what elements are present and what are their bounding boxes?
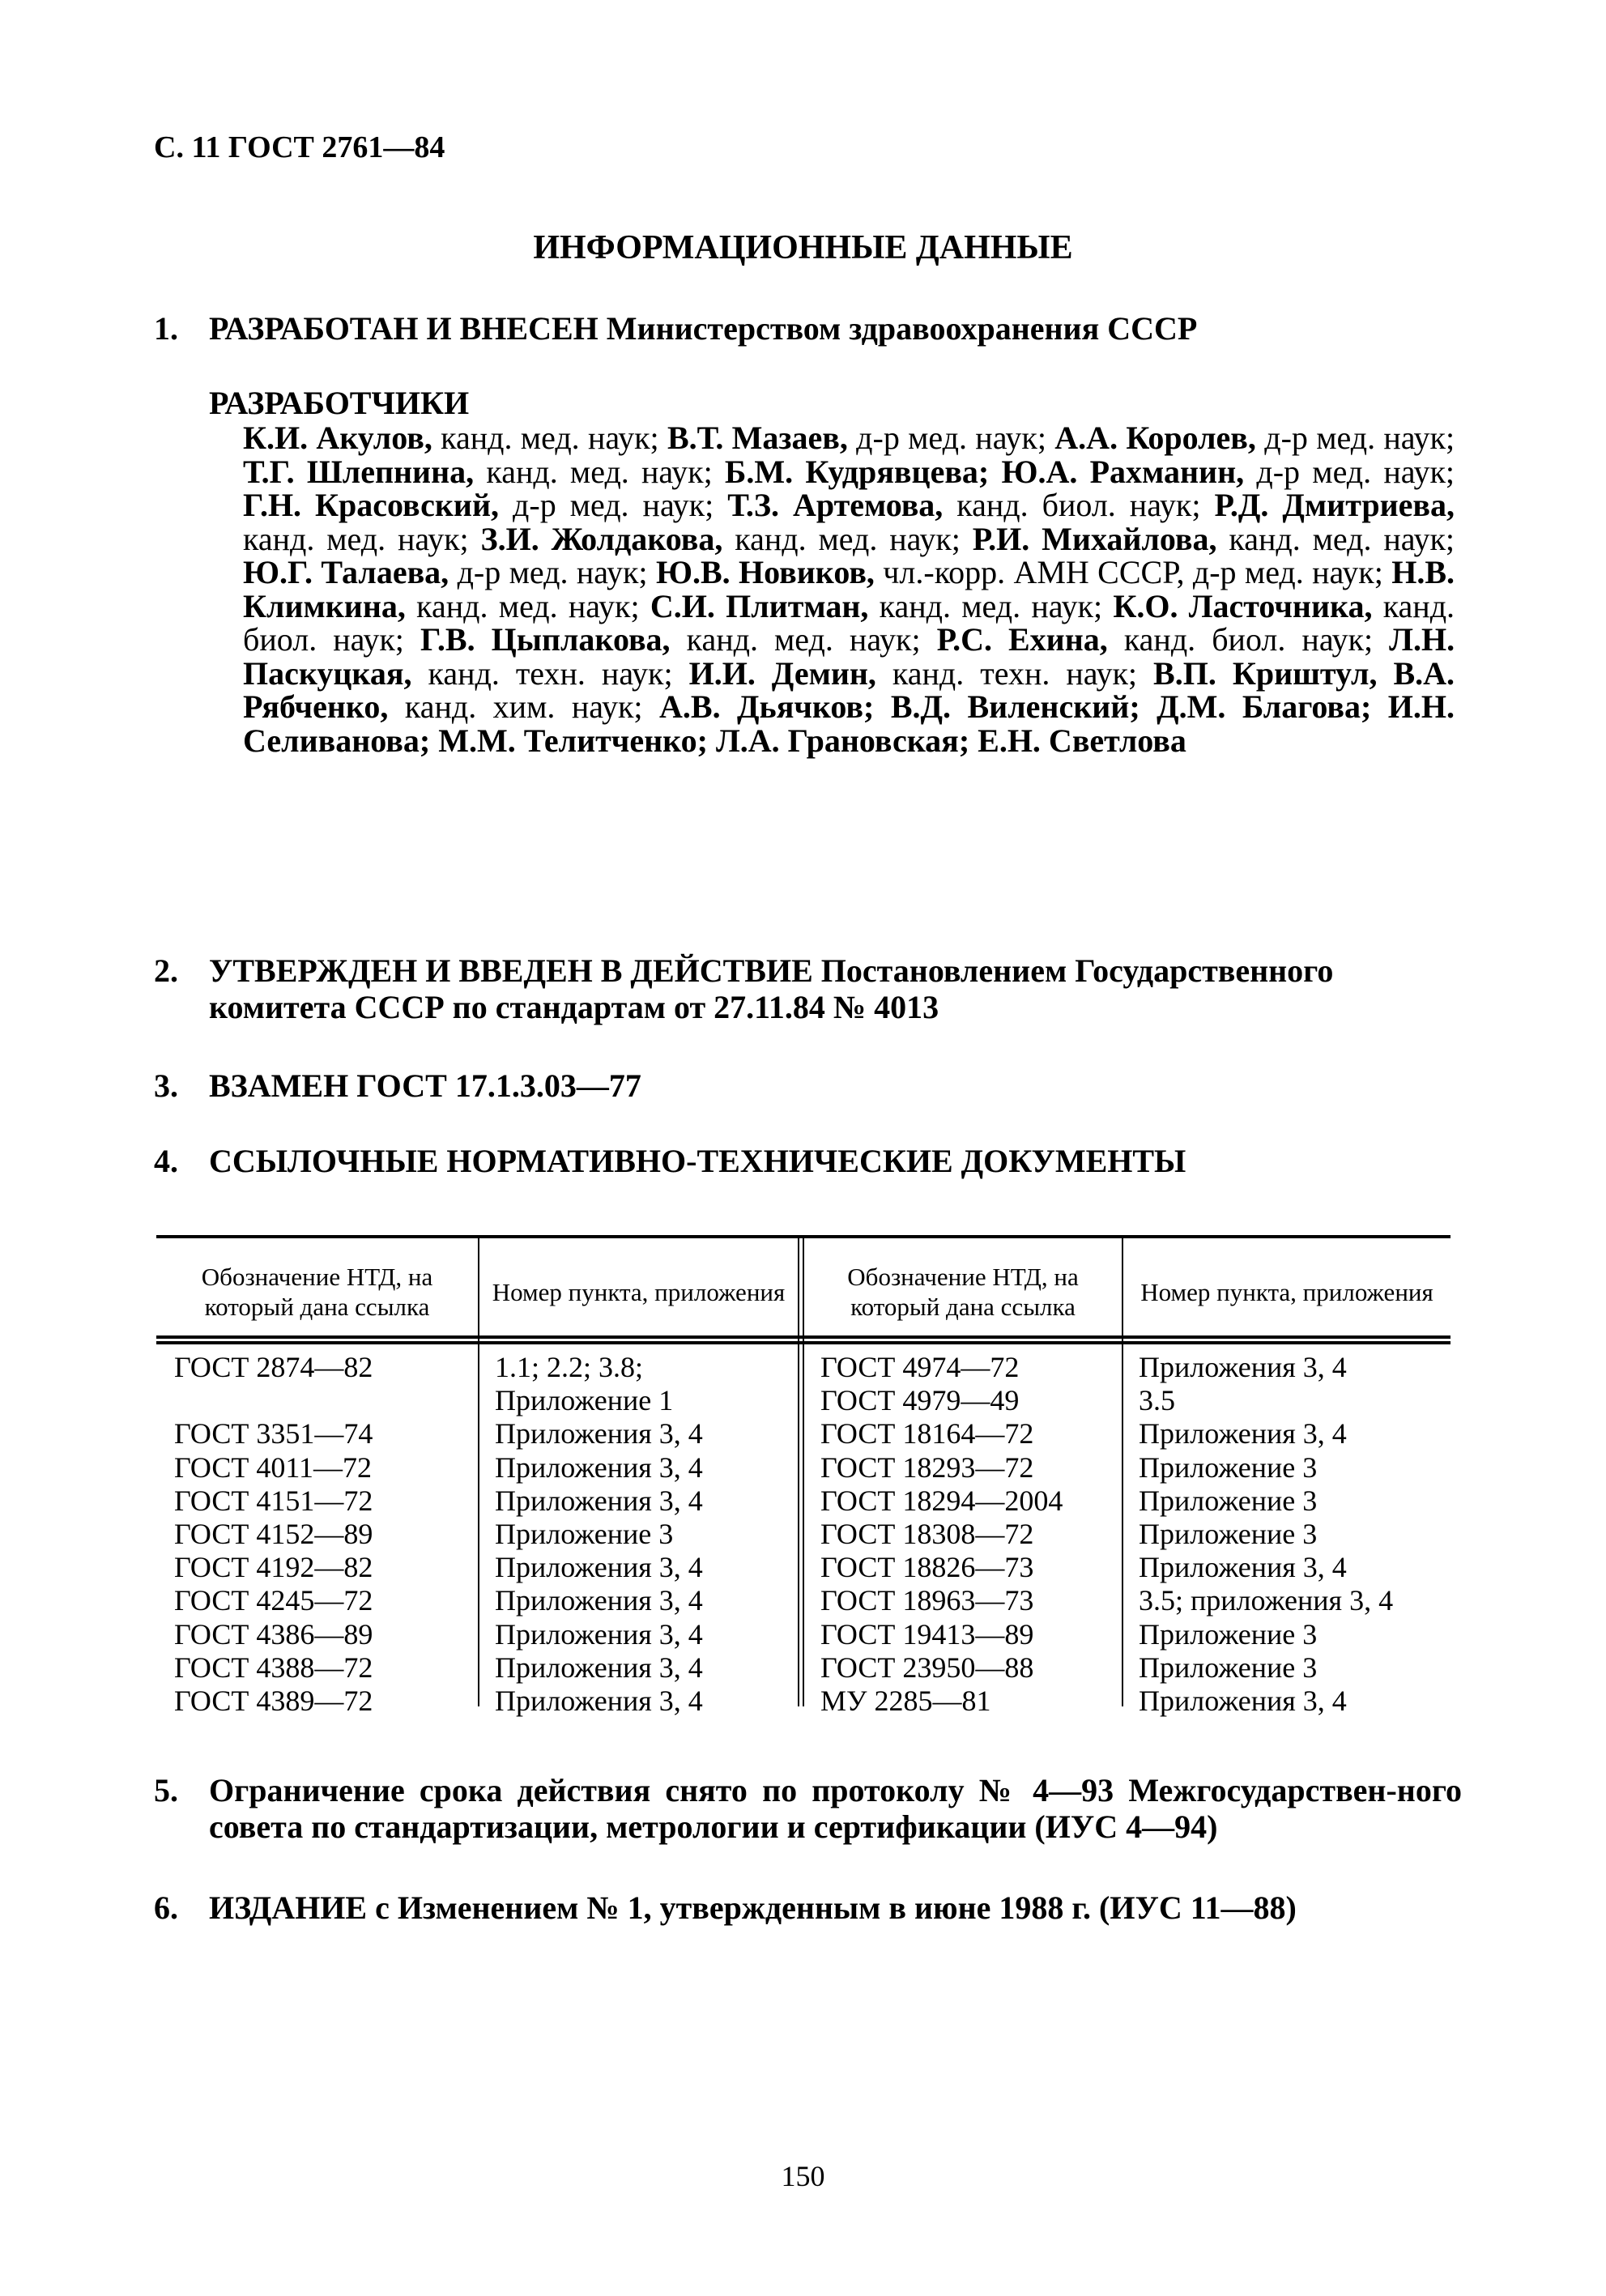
table-cell: Приложение 3 (1139, 1450, 1318, 1484)
developer-name: Р.С. Ехина, (936, 621, 1108, 658)
item-label: ИЗДАНИЕ (209, 1889, 368, 1926)
item-label: ССЫЛОЧНЫЕ НОРМАТИВНО-ТЕХНИЧЕСКИЕ ДОКУМЕНТЫ (209, 1143, 1186, 1179)
table-cell: ГОСТ 4152—89 (174, 1517, 373, 1550)
header-ref-right: Номер пункта, приложения (1140, 1277, 1433, 1306)
table-cell: Приложения 3, 4 (495, 1651, 703, 1684)
developer-name: В.А. Рябченко, (243, 654, 1455, 725)
developer-degree: канд. мед. наук; (686, 621, 921, 658)
table-cell: Приложение 3 (1139, 1617, 1318, 1651)
developer-degree: канд. техн. наук; (428, 654, 673, 692)
developer-name: К.О. Ласточника, (1113, 587, 1373, 624)
header-ref-left: Номер пункта, приложения (492, 1277, 786, 1306)
table-cell: ГОСТ 4386—89 (174, 1617, 373, 1651)
table-cell: 3.5; приложения 3, 4 (1139, 1584, 1394, 1617)
item-label: УТВЕРЖДЕН И ВВЕДЕН В ДЕЙСТВИЕ (209, 952, 813, 989)
developers-list (243, 421, 1455, 757)
developer-name: Е.Н. Светлова (978, 722, 1186, 759)
table-cell: ГОСТ 18308—72 (820, 1517, 1034, 1550)
table-cell: ГОСТ 4192—82 (174, 1551, 373, 1584)
header-doc-right: Обозначение НТД, на который дана ссылка (847, 1263, 1079, 1321)
developer-degree: канд. мед. наук; (441, 420, 659, 456)
developer-name: И.И. Демин, (688, 654, 876, 692)
item-text: Ограничение срока действия снято по протоколу № 4—93 Межгосударствен-ного совета по стандартизации, метрологии и сертификации (ИУС 4—94) (209, 1772, 1462, 1845)
item-text: с Изменением № 1, утвержденным в июне 1988 г. (ИУС 11—88) (375, 1889, 1297, 1926)
table-cell: 3.5 (1139, 1384, 1175, 1417)
developer-degree: д-р мед. наук; (513, 487, 714, 523)
item-number: 2. (154, 952, 178, 989)
table-cell: Приложения 3, 4 (1139, 1417, 1347, 1450)
table-cell: ГОСТ 18164—72 (820, 1417, 1034, 1450)
item-2 (154, 952, 1462, 1025)
column-ref-left (495, 1351, 703, 1718)
item-5 (154, 1772, 1462, 1845)
table-cell: Приложение 3 (1139, 1651, 1318, 1684)
developer-name: В.П. Криштул, (1153, 654, 1378, 692)
developer-degree: д-р мед. наук; (1264, 420, 1455, 456)
table-cell: Приложения 3, 4 (1139, 1684, 1347, 1717)
developer-name: Ю.В. Новиков, (655, 554, 875, 590)
table-cell: ГОСТ 19413—89 (820, 1617, 1034, 1651)
developer-name: Ю.Г. Талаева, (243, 554, 449, 590)
developer-degree: канд. биол. наук; (956, 487, 1201, 523)
table-cell: ГОСТ 18293—72 (820, 1450, 1034, 1484)
developer-name: Л.Н. Паскуцкая, (243, 621, 1455, 692)
table-cell: ГОСТ 4388—72 (174, 1651, 373, 1684)
item-label: РАЗРАБОТАН И ВНЕСЕН (209, 310, 599, 347)
developer-name: В.Д. Виленский; (890, 688, 1140, 725)
developer-degree: д-р мед. наук; (856, 420, 1046, 456)
developer-degree: канд. хим. наук; (404, 688, 643, 725)
developer-degree: канд. мед. наук; (879, 587, 1103, 624)
item-number: 6. (154, 1889, 178, 1926)
developer-name: Л.А. Грановская; (715, 722, 970, 759)
developer-degree: канд. мед. наук; (1229, 520, 1455, 557)
table-cell: Приложения 3, 4 (495, 1417, 703, 1450)
page-header: С. 11 ГОСТ 2761—84 (154, 130, 445, 164)
item-3 (154, 1067, 1462, 1104)
developer-degree: чл.-корр. АМН СССР, д-р мед. наук; (883, 554, 1383, 590)
item-1 (154, 310, 1462, 347)
column-divider (798, 1237, 799, 1706)
developer-degree: канд. мед. наук; (416, 587, 640, 624)
item-text: Министерством здравоохранения СССР (606, 310, 1198, 347)
developers-heading: РАЗРАБОТЧИКИ (209, 385, 470, 421)
page-number: 150 (781, 2160, 825, 2192)
table-cell: ГОСТ 18826—73 (820, 1551, 1034, 1584)
table-cell: ГОСТ 2874—82 (174, 1351, 373, 1383)
developer-degree: д-р мед. наук; (457, 554, 648, 590)
table-cell: ГОСТ 4151—72 (174, 1484, 373, 1517)
column-ref-right (1139, 1351, 1393, 1718)
table-cell: ГОСТ 23950—88 (820, 1651, 1034, 1684)
item-number: 1. (154, 310, 178, 347)
table-cell: ГОСТ 4974—72 (820, 1351, 1020, 1383)
header-doc-left: Обозначение НТД, на который дана ссылка (201, 1263, 433, 1321)
table-cell: Приложение 3 (1139, 1517, 1318, 1550)
developer-degree: канд. мед. наук; (735, 520, 961, 557)
document-title: ИНФОРМАЦИОННЫЕ ДАННЫЕ (533, 229, 1073, 266)
table-cell: Приложение 3 (1139, 1484, 1318, 1517)
developer-name: Н.В. Климкина, (243, 554, 1455, 624)
table-cell: ГОСТ 18294—2004 (820, 1484, 1063, 1517)
table-cell: МУ 2285—81 (820, 1684, 991, 1717)
developer-name: В.Т. Мазаев, (667, 420, 848, 456)
developer-name: Ю.А. Рахманин, (1001, 453, 1245, 490)
developer-name: М.М. Телитченко; (438, 722, 708, 759)
table-cell: ГОСТ 4011—72 (174, 1450, 373, 1484)
developer-name: А.В. Дьячков; (659, 688, 875, 725)
developer-name: Г.В. Цыплакова, (420, 621, 671, 658)
item-number: 4. (154, 1143, 178, 1179)
table-cell: Приложения 3, 4 (495, 1551, 703, 1584)
column-doc-right (820, 1351, 1063, 1718)
table-cell: ГОСТ 4979—49 (820, 1384, 1020, 1417)
table-cell: ГОСТ 4245—72 (174, 1584, 373, 1617)
item-4 (154, 1143, 1462, 1179)
developer-name: Б.М. Кудрявцева; (724, 453, 990, 490)
developer-name: Р.Д. Дмитриева, (1214, 487, 1455, 523)
table-cell: Приложения 3, 4 (495, 1584, 703, 1617)
developer-degree: канд. биол. наук; (243, 587, 1455, 658)
developer-name: Т.З. Артемова, (727, 487, 944, 523)
developer-degree: д-р мед. наук; (1256, 453, 1455, 490)
developer-name: И.Н. Селиванова; (243, 688, 1455, 759)
developer-name: З.И. Жолдакова, (480, 520, 723, 557)
developer-name: Т.Г. Шлепнина, (243, 453, 475, 490)
developer-name: С.И. Плитман, (650, 587, 869, 624)
table-cell: Приложения 3, 4 (495, 1617, 703, 1651)
item-number: 3. (154, 1067, 178, 1104)
table-cell: Приложения 3, 4 (495, 1450, 703, 1484)
table-cell (174, 1384, 373, 1417)
developer-degree: канд. техн. наук; (892, 654, 1138, 692)
item-text: Постановлением Государственного комитета СССР по стандартам от 27.11.84 № 4013 (209, 952, 1334, 1025)
table-cell: Приложения 3, 4 (1139, 1551, 1347, 1584)
developer-degree: канд. мед. наук; (243, 520, 469, 557)
developer-degree: канд. мед. наук; (486, 453, 713, 490)
table-cell: ГОСТ 3351—74 (174, 1417, 373, 1450)
item-6 (154, 1889, 1462, 1926)
developer-name: А.А. Королев, (1054, 420, 1256, 456)
table-cell: Приложения 3, 4 (1139, 1351, 1347, 1383)
developer-name: Р.И. Михайлова, (972, 520, 1217, 557)
developer-name: Г.Н. Красовский, (243, 487, 500, 523)
column-doc-left (174, 1351, 373, 1718)
item-number: 5. (154, 1772, 178, 1808)
table-cell: Приложение 1 (495, 1384, 674, 1417)
table-cell: Приложение 3 (495, 1517, 674, 1550)
developer-degree: канд. биол. наук; (1123, 621, 1374, 658)
developer-name: К.И. Акулов, (243, 420, 432, 456)
item-label: ВЗАМЕН ГОСТ 17.1.3.03—77 (209, 1067, 641, 1104)
table-cell: Приложения 3, 4 (495, 1484, 703, 1517)
table-cell: 1.1; 2.2; 3.8; (495, 1351, 644, 1383)
table-cell: ГОСТ 4389—72 (174, 1684, 373, 1717)
table-cell: Приложения 3, 4 (495, 1684, 703, 1717)
developer-name: Д.М. Благова; (1157, 688, 1372, 725)
table-cell: ГОСТ 18963—73 (820, 1584, 1034, 1617)
